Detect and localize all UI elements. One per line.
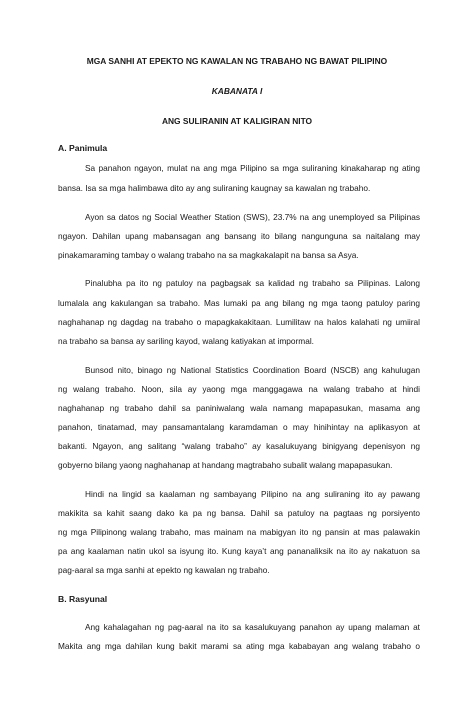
paragraph-line: gobyerno bilang yaong naghahanap at handang magtrabaho subalit walang mapapasukan. (58, 460, 393, 470)
section-heading-panimula: A. Panimula (58, 143, 108, 153)
paragraph-line: ng walang trabaho. Noon, sila ay yaong mga manggagawa na walang trabaho at hindi (58, 384, 420, 394)
paragraph-line: panahon, tinatamad, may pansamantalang karamdaman o may hinihintay na aplikasyon at (58, 422, 420, 432)
paragraph-line: ngayon. Dahilan upang mabansagan ang bansang ito bilang nangunguna sa naitalang may (58, 231, 420, 241)
paragraph-line: makikita sa kahit saang dako ka pa ng bansa. Dahil sa patuloy na pagtaas ng porsiyento (58, 508, 420, 518)
paragraph-line: naghahanap ng dagdag na trabaho o mapagkakakitaan. Lumilitaw na halos kalahati ng umiiral (58, 317, 420, 327)
paragraph-line: pinakamaraming tambay o walang trabaho na sa magkakalapit na bansa sa Asya. (58, 250, 359, 260)
paragraph-line: ng mga Pilipinong walang trabaho, mas mainam na mabigyan ito ng pansin at mas palawakin (58, 527, 420, 537)
paragraph-line: Bunsod nito, binago ng National Statistics Coordination Board (NSCB) ang kahulugan (85, 365, 420, 375)
paragraph-line: pa ang kaalaman natin ukol sa isyung ito. Kung kaya’t ang pananaliksik na ito ay nakatuon sa (58, 546, 420, 556)
paragraph-line: bansa. Isa sa mga halimbawa dito ay ang suliraning kaugnay sa kawalan ng trabaho. (58, 183, 371, 193)
paragraph-line: bakanti. Ngayon, ang salitang “walang trabaho” ay kasalukuyang binigyang depenisyon ng (58, 441, 420, 451)
paragraph-line: pag-aaral sa mga sanhi at epekto ng kawalan ng trabaho. (58, 565, 270, 575)
paragraph-line: Sa panahon ngayon, mulat na ang mga Pilipino sa mga suliraning kinakaharap ng ating (85, 163, 420, 173)
chapter-title: ANG SULIRANIN AT KALIGIRAN NITO (161, 116, 313, 126)
paragraph-line: Hindi na lingid sa kaalaman ng sambayang Pilipino na ang suliraning ito ay pawang (85, 489, 420, 499)
chapter-label: KABANATA I (211, 86, 263, 96)
paragraph-line: Makita ang mga dahilan kung bakit marami sa ating mga kababayan ang walang trabaho o (58, 641, 420, 651)
paragraph-line: naghahanap ng trabaho dahil sa paniniwalang wala namang mapapasukan, masama ang (58, 403, 420, 413)
paragraph-line: lumalala ang kakulangan sa trabaho. Mas lumaki pa ang bilang ng mga taong patuloy paring (58, 298, 420, 308)
paragraph-line: Pinalubha pa ito ng patuloy na pagbagsak sa kalidad ng trabaho sa Pilipinas. Lalong (85, 278, 420, 288)
paragraph-line: Ayon sa datos ng Social Weather Station (SWS), 23.7% na ang unemployed sa Pilipinas (85, 212, 420, 222)
paragraph-line: na trabaho sa bansa ay sariling kayod, walang katiyakan at impormal. (58, 336, 314, 346)
document-title: MGA SANHI AT EPEKTO NG KAWALAN NG TRABAHO NG BAWAT PILIPINO (86, 56, 388, 66)
paragraph-line: Ang kahalagahan ng pag-aaral na ito sa kasalukuyang panahon ay upang malaman at (85, 622, 420, 632)
section-heading-rasyunal: B. Rasyunal (58, 594, 108, 604)
